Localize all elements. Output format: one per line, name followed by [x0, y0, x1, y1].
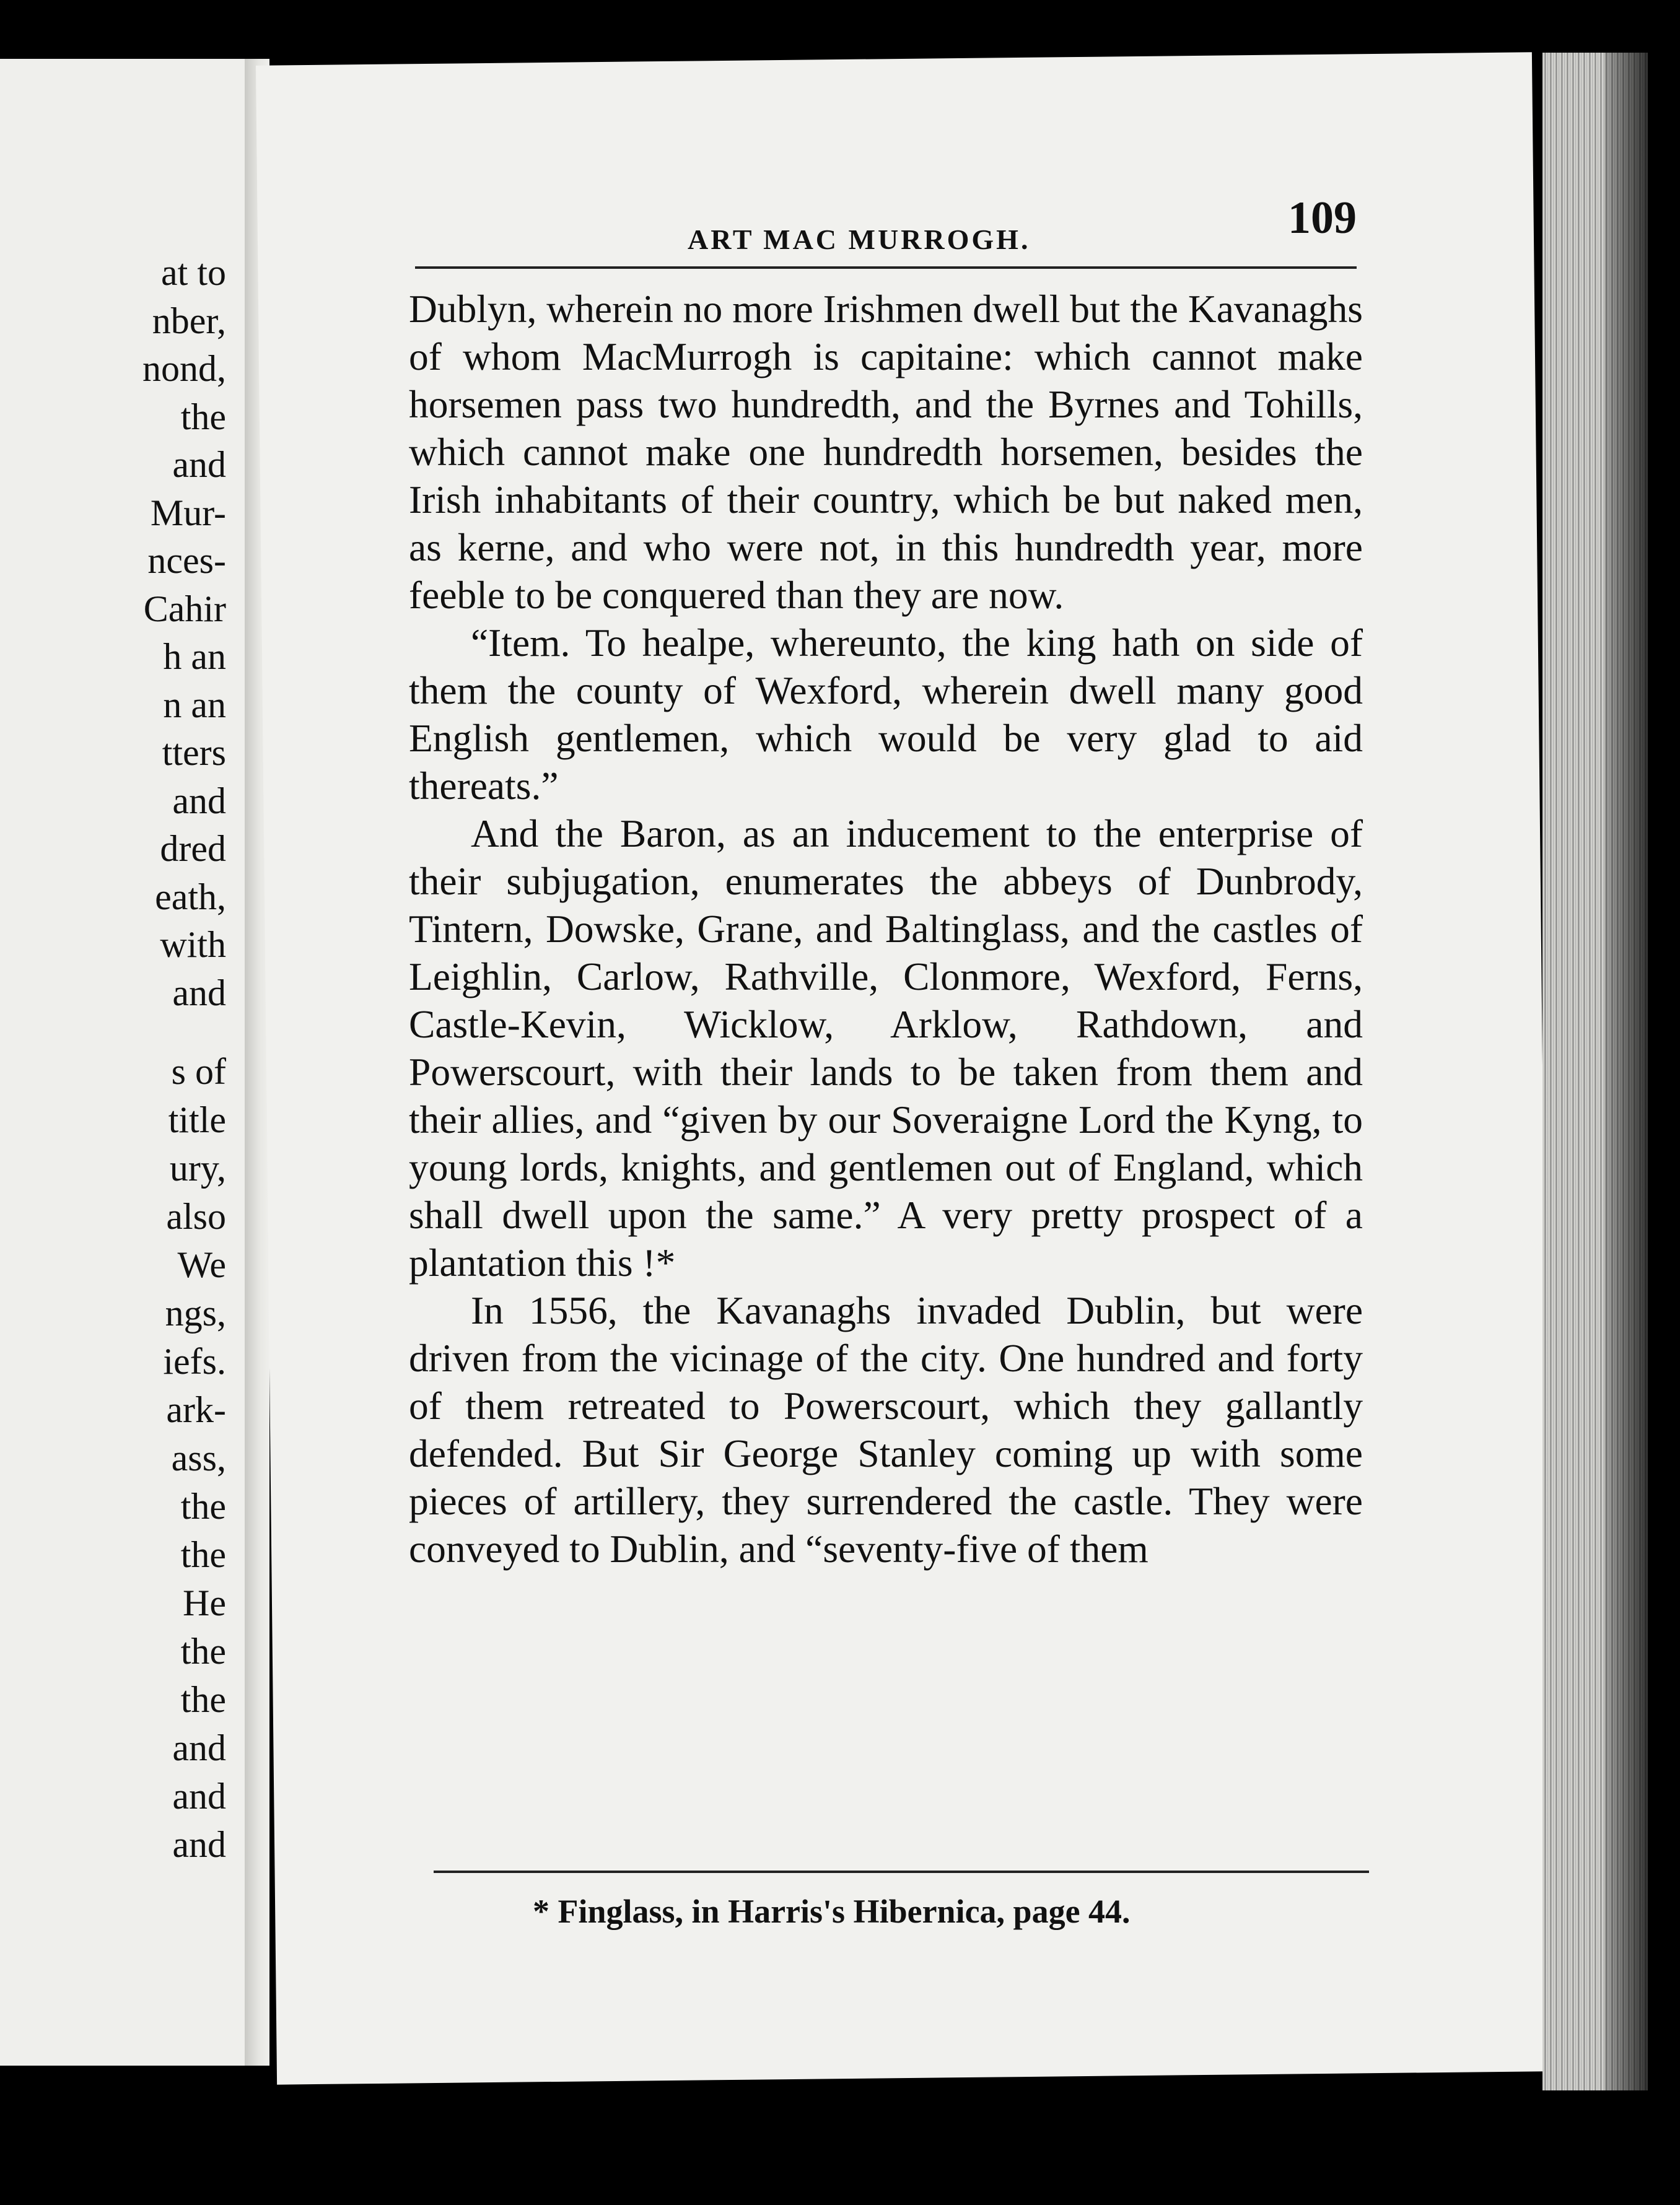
facing-page-text: Cahir	[143, 588, 226, 629]
paragraph: “Item. To healpe, whereunto, the king hath on side of them the county of Wexford, wherein dwell many good English gentlemen, which would be very glad to aid thereats.”	[409, 621, 1363, 808]
facing-page-text: the	[180, 396, 226, 437]
facing-page-text: ark-	[166, 1389, 226, 1430]
paragraph: And the Baron, as an inducement to the enterprise of their subjugation, enumerates the abbeys of Dunbrody, Tintern, Dowske, Grane, and Baltinglass, and the castles of Leighlin, Carlow, Rathville, Clonmore, Wexford, Ferns, Castle-Kevin, Wicklow, Arklow, Rathdown, and Powerscourt, with their lands to be taken from them and their allies, and “given by our Soveraigne Lord the Kyng, to young lords, knights, and gentlemen out of England, which shall dwell upon the same.” A very pretty prospect of a plantation this !*	[409, 811, 1363, 1285]
facing-page-text: ass,	[171, 1438, 226, 1478]
facing-page-text: the	[180, 1679, 226, 1720]
facing-page-text: s of	[171, 1051, 226, 1092]
paragraph: In 1556, the Kavanaghs invaded Dublin, but were driven from the vicinage of the city. One hundred and forty of them retreated to Powerscourt, which they gallantly defended. But Sir George Stanley coming up with some pieces of artillery, they surrendered the castle. They were conveyed to Dublin, and “seventy-five of them	[409, 1288, 1363, 1571]
facing-page-text: and	[172, 780, 226, 821]
facing-page-text: nond,	[142, 348, 226, 389]
facing-page-text: and	[172, 1824, 226, 1865]
paragraph: Dublyn, wherein no more Irishmen dwell but the Kavanaghs of whom MacMurrogh is capitaine: which cannot make horsemen pass two hundredth, and the Byrnes and Tohills, which cannot make one hundredth horsemen, besides the Irish inhabitants of their country, which be but naked men, as kerne, and who were not, in this hundredth year, more feeble to be conquered than they are now.	[409, 287, 1363, 617]
facing-page-text: ngs,	[165, 1293, 226, 1334]
facing-page-text: at to	[161, 252, 226, 293]
facing-page-text: the	[180, 1534, 226, 1575]
facing-page-text: nber,	[152, 300, 226, 341]
facing-page-text: nces-	[147, 540, 226, 581]
running-head	[415, 155, 1357, 255]
facing-page-text: dred	[160, 828, 226, 869]
facing-page-text: also	[166, 1196, 226, 1237]
facing-page-left	[0, 59, 262, 2066]
facing-page-text: Mur-	[150, 492, 226, 533]
facing-page-text: the	[180, 1486, 226, 1527]
facing-page-text: the	[180, 1631, 226, 1672]
facing-page-text: iefs.	[163, 1341, 226, 1382]
facing-page-text: He	[183, 1583, 226, 1623]
body-text	[409, 285, 1363, 1573]
running-title: ART MAC MURROGH.	[688, 224, 1031, 255]
facing-page-text: title	[168, 1099, 226, 1140]
facing-page-text: tters	[162, 732, 226, 773]
facing-page-text: eath,	[155, 876, 226, 917]
facing-page-text: and	[172, 1776, 226, 1817]
facing-page-text: and	[172, 1727, 226, 1768]
facing-page-text: We	[177, 1244, 226, 1285]
facing-page-text: n an	[163, 684, 226, 725]
facing-page-text: h an	[163, 636, 226, 677]
facing-page-text: ury,	[169, 1148, 226, 1189]
header-rule	[415, 266, 1357, 269]
facing-page-text: and	[172, 972, 226, 1013]
facing-page-text: with	[160, 924, 226, 965]
page-edges	[1542, 53, 1648, 2090]
footnote-rule	[434, 1871, 1369, 1873]
page-number: 109	[1288, 193, 1357, 243]
facing-page-text: and	[172, 444, 226, 485]
footnote: * Finglass, in Harris's Hibernica, page 44.	[533, 1893, 1131, 1930]
